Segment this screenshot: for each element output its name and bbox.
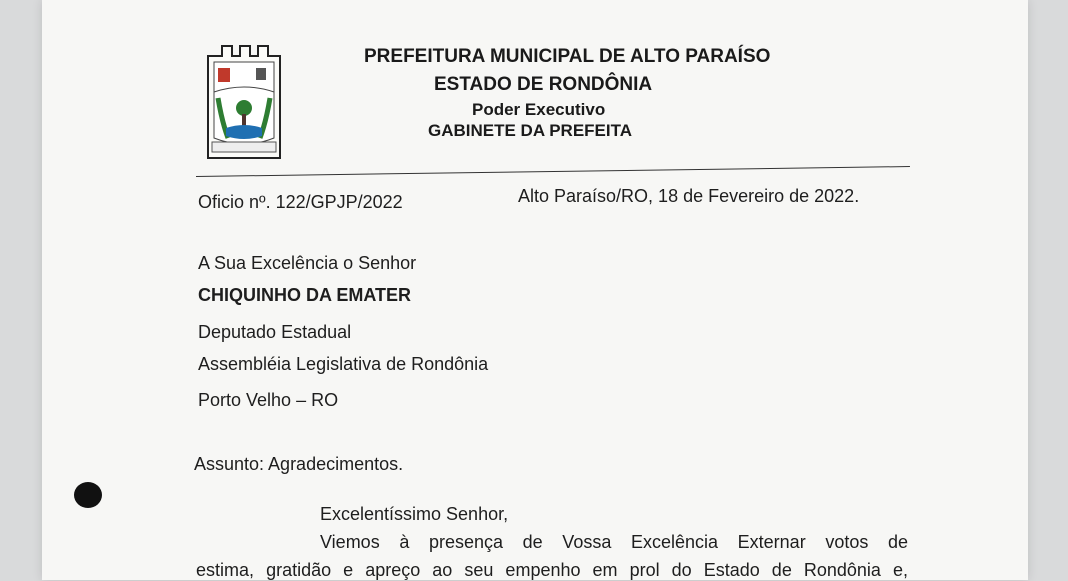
recipient-institution: Assembléia Legislativa de Rondônia (198, 354, 489, 374)
letter-place-date: Alto Paraíso/RO, 18 de Fevereiro de 2022. (518, 186, 860, 206)
header-municipality: PREFEITURA MUNICIPAL DE ALTO PARAÍSO (364, 46, 771, 67)
header-state: ESTADO DE RONDÔNIA (434, 74, 653, 95)
header-office: GABINETE DA PREFEITA (428, 121, 633, 140)
recipient-title: Deputado Estadual (198, 322, 352, 342)
header-branch: Poder Executivo (472, 100, 606, 119)
letter-greeting: Excelentíssimo Senhor, (320, 504, 509, 524)
recipient-salutation: A Sua Excelência o Senhor (198, 253, 417, 273)
letter-subject: Assunto: Agradecimentos. (194, 454, 404, 474)
municipal-crest-logo (204, 42, 284, 160)
recipient-name: CHIQUINHO DA EMATER (198, 285, 411, 305)
recipient-city: Porto Velho – RO (198, 390, 339, 410)
letter-body-line-2: estima, gratidão e apreço ao seu empenho em prol do Estado de Rondônia e, (196, 560, 908, 580)
letter-reference-number: Oficio nº. 122/GPJP/2022 (198, 192, 403, 212)
letter-body-line-1: Viemos à presença de Vossa Excelência Externar votos de (320, 532, 908, 552)
punch-hole-mark (74, 482, 102, 508)
